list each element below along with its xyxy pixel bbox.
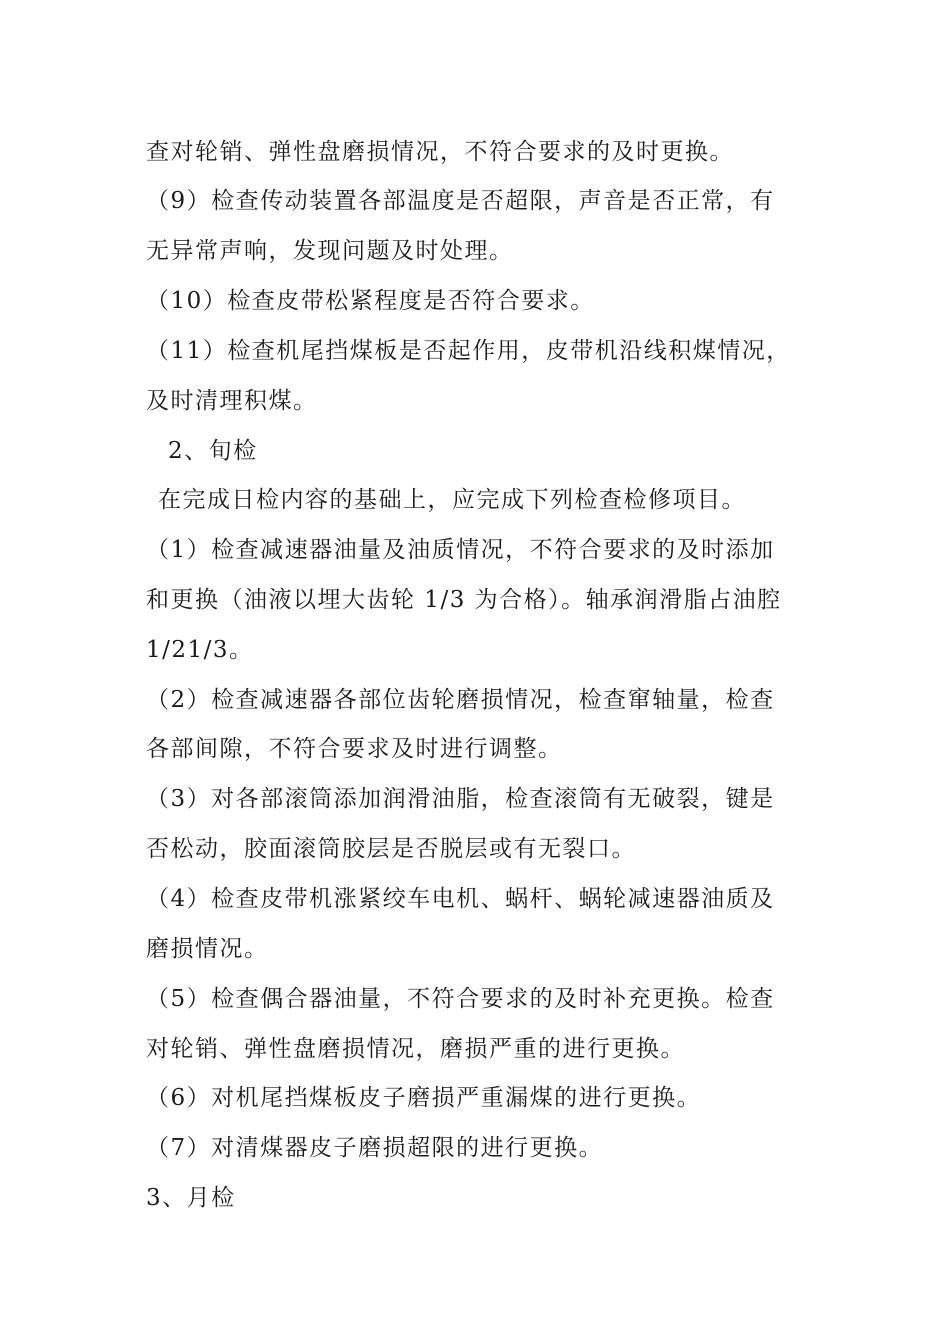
text-line-10: 和更换（油液以埋大齿轮 1/3 为合格）。轴承润滑脂占油腔 (146, 587, 782, 613)
text-line-17: 磨损情况。 (146, 936, 269, 962)
text-line-13: 各部间隙，不符合要求及时进行调整。 (146, 736, 563, 762)
text-line-5: （11）检查机尾挡煤板是否起作用，皮带机沿线积煤情况， (146, 338, 791, 364)
text-line-19: 对轮销、弹性盘磨损情况，磨损严重的进行更换。 (146, 1036, 685, 1062)
text-line-16: （4）检查皮带机涨紧绞车电机、蜗杆、蜗轮减速器油质及 (146, 886, 775, 912)
text-line-4: （10）检查皮带松紧程度是否符合要求。 (146, 288, 595, 314)
text-line-15: 否松动，胶面滚筒胶层是否脱层或有无裂口。 (146, 836, 636, 862)
text-line-12: （2）检查减速器各部位齿轮磨损情况，检查窜轴量，检查 (146, 687, 775, 713)
text-line-6: 及时清理积煤。 (146, 388, 318, 414)
text-line-9: （1）检查减速器油量及油质情况，不符合要求的及时添加 (146, 537, 775, 563)
text-line-20: （6）对机尾挡煤板皮子磨损严重漏煤的进行更换。 (146, 1085, 702, 1111)
text-line-11: 1/21/3。 (146, 637, 254, 663)
text-line-3: 无异常声响，发现问题及时处理。 (146, 238, 514, 264)
text-line-2: （9）检查传动装置各部温度是否超限，声音是否正常，有 (146, 188, 775, 214)
text-line-1: 查对轮销、弹性盘磨损情况，不符合要求的及时更换。 (146, 139, 734, 165)
text-line-14: （3）对各部滚筒添加润滑油脂，检查滚筒有无破裂，键是 (146, 786, 775, 812)
text-line-18: （5）检查偶合器油量，不符合要求的及时补充更换。检查 (146, 986, 775, 1012)
text-line-8: 在完成日检内容的基础上，应完成下列检查检修项目。 (158, 487, 746, 513)
section-heading-xunjian: 2、旬检 (168, 438, 258, 464)
text-line-21: （7）对清煤器皮子磨损超限的进行更换。 (146, 1135, 604, 1161)
section-heading-yuejian: 3、月检 (146, 1185, 236, 1211)
